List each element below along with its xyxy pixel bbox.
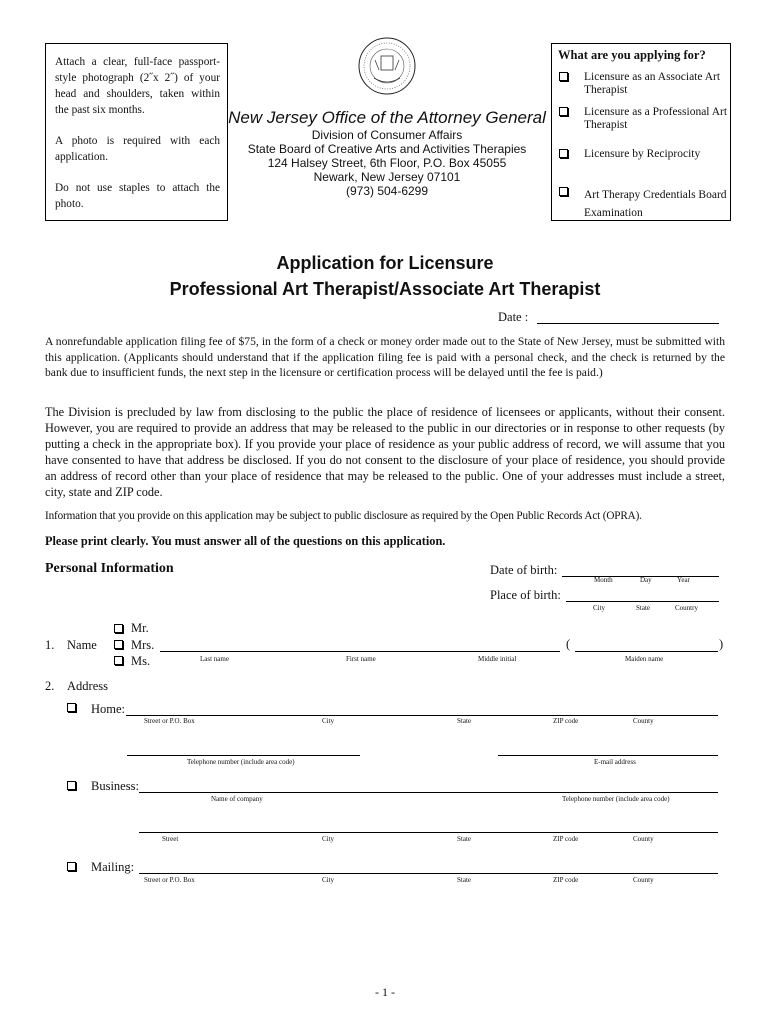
dob-day-label: Day: [640, 576, 652, 584]
title-mrs-label: Mrs.: [131, 638, 155, 652]
option-exam-label: Art Therapy Credentials Board Examination: [584, 189, 727, 219]
agency-name: New Jersey Office of the Attorney General: [228, 108, 546, 127]
home-city-label: City: [322, 717, 335, 725]
home-zip-label: ZIP code: [553, 717, 579, 725]
agency-board: State Board of Creative Arts and Activities Therapies: [247, 142, 527, 156]
home-label: Home:: [91, 702, 126, 716]
checkbox-home[interactable]: [67, 703, 76, 712]
date-field[interactable]: [537, 323, 719, 324]
email-label: E-mail address: [594, 758, 636, 766]
checkbox-associate[interactable]: [559, 72, 568, 81]
business-state-label: State: [457, 835, 471, 843]
middle-initial-label: Middle initial: [478, 655, 517, 663]
name-field[interactable]: [160, 651, 560, 652]
mailing-label: Mailing:: [91, 860, 135, 874]
maiden-name-field[interactable]: [575, 651, 718, 652]
home-county-label: County: [633, 717, 654, 725]
mailing-state-label: State: [457, 876, 471, 884]
pob-country-label: Country: [675, 604, 698, 612]
name-number: 1.: [45, 638, 55, 652]
mailing-street-label: Street or P.O. Box: [144, 876, 195, 884]
email-field[interactable]: [498, 755, 718, 756]
dob-month-label: Month: [594, 576, 613, 584]
title-mr-label: Mr.: [131, 621, 149, 635]
agency-street: 124 Halsey Street, 6th Floor, P.O. Box 45055: [267, 156, 507, 170]
photo-instruction-2: A photo is required with each application.: [55, 135, 220, 163]
address-label: Address: [67, 679, 108, 693]
business-label: Business:: [91, 779, 139, 793]
photo-instructions-box: [45, 43, 228, 221]
mailing-zip-label: ZIP code: [553, 876, 579, 884]
checkbox-professional[interactable]: [559, 107, 568, 116]
applying-for-box: [551, 43, 731, 221]
home-phone-field[interactable]: [127, 755, 360, 756]
checkbox-reciprocity[interactable]: [559, 149, 568, 158]
opra-paragraph: Information that you provide on this application may be subject to public disclosure as required by the Open Public Records Act (OPRA).: [45, 510, 642, 522]
maiden-name-label: Maiden name: [625, 655, 664, 663]
photo-instruction-1: Attach a clear, full-face passport-style photograph (2˝x 2˝) of your head and shoulders, taken within the past six months.: [55, 56, 220, 116]
form-subtitle: Professional Art Therapist/Associate Art Therapist: [169, 279, 601, 299]
business-street-label: Street: [162, 835, 179, 843]
business-city-label: City: [322, 835, 335, 843]
privacy-paragraph: The Division is precluded by law from disclosing to the public the place of residence of licensees or applicants, without their consent. However, you are required to provide an address that may be released to the public in our directories or in response to other requests (by putting a check in the appropriate box). If you provide your place of residence as your public address of record, we will assume that you have consented to have that address be disclosed. If you do not consent to the disclosure of your place of residence, you should provide an address of record other than your place of residence that may be released to the public. One of your addresses must include a street, city, state and ZIP code.: [45, 405, 725, 499]
paren-close: ): [719, 637, 724, 651]
fee-paragraph: A nonrefundable application filing fee of $75, in the form of a check or money order made out to the State of New Jersey, must be submitted with this application. (Applicants should understand that if the application filing fee is paid with a personal check, and the check is returned by the bank due to insufficient funds, the next step in the licensure or certification process will be delayed until the fee is paid.): [45, 335, 725, 380]
form-title: Application for Licensure: [276, 253, 494, 273]
print-instruction: Please print clearly. You must answer all of the questions on this application.: [45, 534, 446, 548]
pob-field[interactable]: [566, 601, 719, 602]
checkbox-mailing[interactable]: [67, 862, 76, 871]
pob-state-label: State: [636, 604, 650, 612]
home-street-label: Street or P.O. Box: [144, 717, 195, 725]
home-phone-label: Telephone number (include area code): [187, 758, 295, 766]
pob-label: Place of birth:: [490, 588, 561, 602]
last-name-label: Last name: [200, 655, 229, 663]
date-label: Date :: [498, 310, 529, 324]
checkbox-ms[interactable]: [114, 656, 123, 665]
business-zip-label: ZIP code: [553, 835, 579, 843]
checkbox-mr[interactable]: [114, 624, 123, 633]
agency-phone: (973) 504-6299: [345, 184, 429, 198]
business-phone-label: Telephone number (include area code): [562, 795, 670, 803]
address-number: 2.: [45, 679, 55, 693]
dob-label: Date of birth:: [490, 563, 558, 577]
checkbox-mrs[interactable]: [114, 640, 123, 649]
option-associate-label: Licensure as an Associate Art Therapist: [584, 71, 721, 96]
business-county-label: County: [633, 835, 654, 843]
agency-division: Division of Consumer Affairs: [311, 128, 463, 142]
option-professional-label: Licensure as a Professional Art Therapist: [584, 106, 728, 131]
personal-info-heading: Personal Information: [45, 561, 174, 576]
mailing-county-label: County: [633, 876, 654, 884]
business-company-field[interactable]: [139, 792, 718, 793]
option-reciprocity-label: Licensure by Reciprocity: [584, 148, 701, 160]
first-name-label: First name: [346, 655, 376, 663]
mailing-address-field[interactable]: [139, 873, 718, 874]
name-label: Name: [67, 638, 97, 652]
title-ms-label: Ms.: [131, 654, 151, 668]
paren-open: (: [566, 637, 571, 651]
dob-year-label: Year: [677, 576, 690, 584]
photo-instruction-3: Do not use staples to attach the photo.: [55, 182, 220, 210]
pob-city-label: City: [593, 604, 606, 612]
home-address-field[interactable]: [126, 715, 718, 716]
home-state-label: State: [457, 717, 471, 725]
agency-city: Newark, New Jersey 07101: [313, 170, 461, 184]
checkbox-exam[interactable]: [559, 187, 568, 196]
state-seal-icon: [357, 36, 417, 96]
mailing-city-label: City: [322, 876, 335, 884]
checkbox-business[interactable]: [67, 781, 76, 790]
business-company-label: Name of company: [211, 795, 263, 803]
business-address-field[interactable]: [139, 832, 718, 833]
agency-details: [228, 128, 546, 198]
page-number: - 1 -: [375, 985, 395, 999]
applying-for-title: What are you applying for?: [558, 48, 706, 62]
